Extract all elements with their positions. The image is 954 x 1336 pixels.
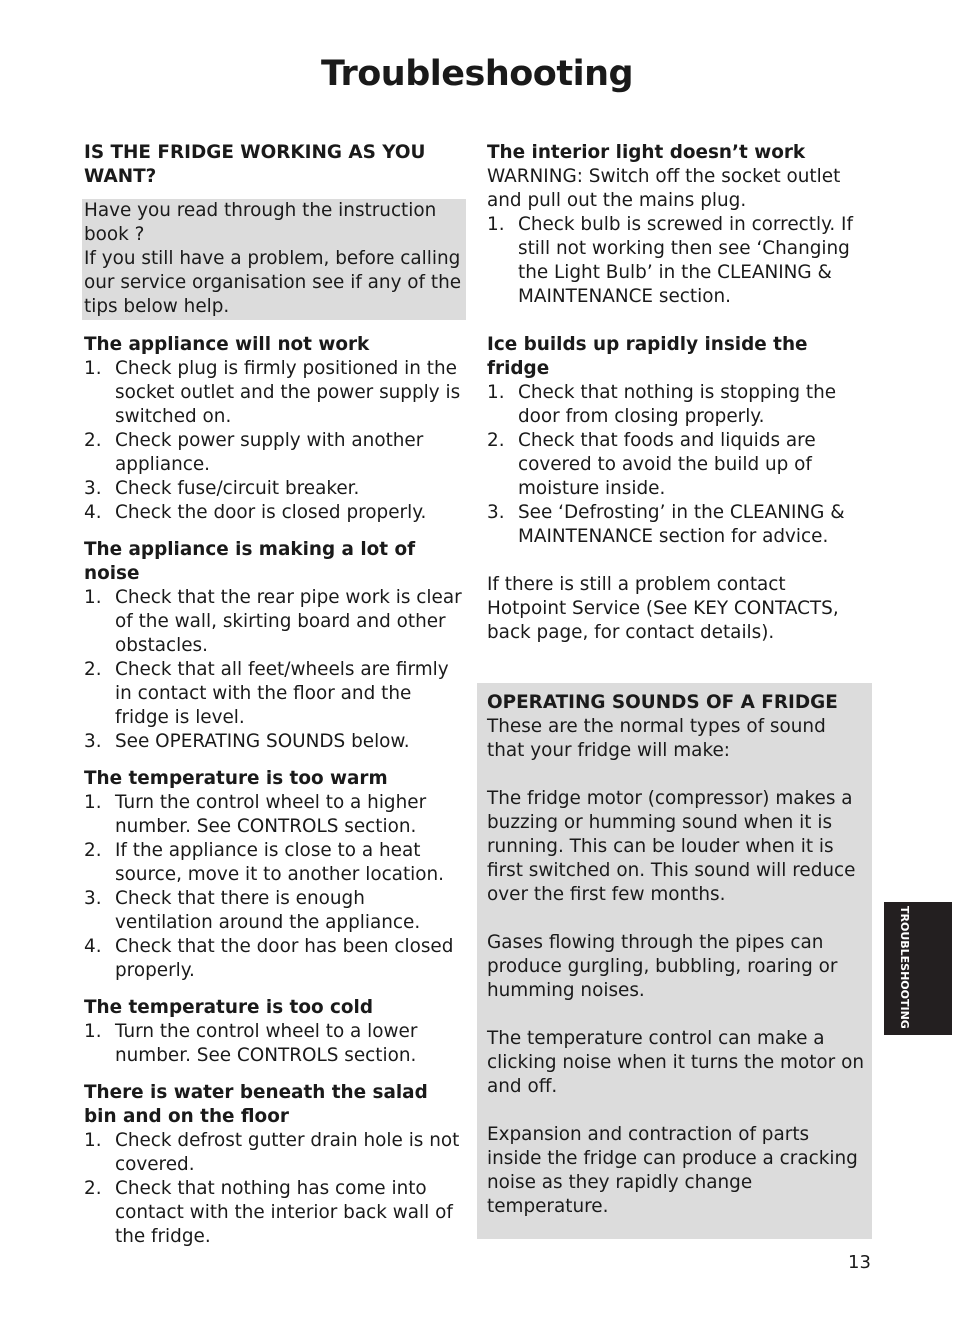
list-item: [84, 586, 464, 658]
list-item: [84, 1020, 464, 1068]
right-column: [487, 141, 867, 645]
list-item: [84, 429, 464, 477]
sounds-paragraph: The temperature control can make a clicking noise when it turns the motor on and off.: [487, 1028, 864, 1097]
section-title: The temperature is too cold: [84, 997, 374, 1018]
list-item: [84, 730, 464, 754]
list-number: 2.: [84, 430, 102, 451]
sounds-paragraph: Expansion and contraction of parts inside the fridge can produce a cracking noise as they rapidly change temperature.: [487, 1124, 858, 1217]
section-noise: [84, 538, 464, 754]
intro-box: [82, 199, 466, 320]
list-item-text: Check that the rear pipe work is clear of the wall, skirting board and other obstacles.: [115, 587, 462, 656]
list-item-text: Check power supply with another appliance.: [115, 430, 424, 475]
list-number: 1.: [84, 792, 102, 813]
section-title: The appliance will not work: [84, 334, 370, 355]
list-number: 1.: [487, 214, 505, 235]
list-number: 2.: [84, 659, 102, 680]
list-item-text: Check that there is enough ventilation around the appliance.: [115, 888, 421, 933]
section-too-warm: [84, 767, 464, 983]
list-item-text: Check the door is closed properly.: [115, 502, 427, 523]
list-item-text: Check fuse/circuit breaker.: [115, 478, 360, 499]
list-item: [84, 501, 464, 525]
list-item-text: See OPERATING SOUNDS below.: [115, 731, 410, 752]
section-water: [84, 1081, 464, 1249]
list-number: 2.: [84, 1178, 102, 1199]
list-number: 1.: [84, 587, 102, 608]
list-item-text: Check defrost gutter drain hole is not covered.: [115, 1130, 460, 1175]
list-item-text: Check that nothing has come into contact with the interior back wall of the fridge.: [115, 1178, 453, 1247]
contact-note: If there is still a problem contact Hotpoint Service (See KEY CONTACTS, back page, for contact details).: [487, 574, 839, 643]
section-light: [487, 141, 867, 309]
list-item-text: If the appliance is close to a heat source, move it to another location.: [115, 840, 445, 885]
list-item-text: Turn the control wheel to a higher number. See CONTROLS section.: [115, 792, 427, 837]
numbered-list: [487, 381, 867, 549]
list-item: [487, 381, 867, 429]
list-number: 2.: [487, 430, 505, 451]
list-number: 3.: [487, 502, 505, 523]
list-item-text: Check plug is firmly positioned in the socket outlet and the power supply is switched on.: [115, 358, 461, 427]
list-number: 2.: [84, 840, 102, 861]
section-title: There is water beneath the salad bin and on the floor: [84, 1082, 428, 1127]
list-item: [84, 357, 464, 429]
warning-text: WARNING: Switch off the socket outlet and pull out the mains plug.: [487, 166, 841, 211]
list-item-text: Check bulb is screwed in correctly. If still not working then see ‘Changing the Light Bulb’ in the CLEANING & MAINTENANCE section.: [518, 214, 853, 307]
numbered-list: [487, 213, 867, 309]
section-title: The appliance is making a lot of noise: [84, 539, 416, 584]
list-number: 1.: [487, 382, 505, 403]
list-item: [84, 658, 464, 730]
operating-sounds-box: [477, 683, 872, 1239]
numbered-list: [84, 1020, 464, 1068]
intro-line: If you still have a problem, before calling our service organisation see if any of the tips below help.: [84, 248, 462, 317]
list-item-text: Check that the door has been closed properly.: [115, 936, 454, 981]
list-item: [84, 1177, 464, 1249]
list-item: [84, 887, 464, 935]
side-tab-label: TROUBLESHOOTING: [898, 906, 911, 1029]
list-item: [84, 839, 464, 887]
list-item: [487, 213, 867, 309]
section-not-work: [84, 333, 464, 525]
sounds-title: OPERATING SOUNDS OF A FRIDGE: [487, 692, 838, 713]
section-ice: [487, 333, 867, 549]
list-item-text: See ‘Defrosting’ in the CLEANING & MAINTENANCE section for advice.: [518, 502, 845, 547]
list-number: 3.: [84, 731, 102, 752]
sounds-paragraph: The fridge motor (compressor) makes a buzzing or humming sound when it is running. This can be louder when it is first switched on. This sound will reduce over the first few months.: [487, 788, 856, 905]
left-column: [84, 141, 464, 1249]
list-item: [84, 791, 464, 839]
list-item: [487, 501, 867, 549]
operating-sounds-content: [487, 691, 865, 1219]
sounds-paragraph: Gases flowing through the pipes can produce gurgling, bubbling, roaring or humming noises.: [487, 932, 838, 1001]
list-number: 3.: [84, 888, 102, 909]
list-number: 1.: [84, 1021, 102, 1042]
numbered-list: [84, 357, 464, 525]
section-too-cold: [84, 996, 464, 1068]
section-title: Ice builds up rapidly inside the fridge: [487, 334, 808, 379]
numbered-list: [84, 791, 464, 983]
list-item-text: Check that all feet/wheels are firmly in contact with the floor and the fridge is level.: [115, 659, 449, 728]
page-number: 13: [848, 1252, 871, 1273]
page-title: Troubleshooting: [320, 54, 634, 94]
list-number: 4.: [84, 502, 102, 523]
section-side-tab: [884, 902, 952, 1035]
list-number: 1.: [84, 1130, 102, 1151]
list-number: 1.: [84, 358, 102, 379]
list-item: [84, 935, 464, 983]
list-item: [84, 477, 464, 501]
list-item: [84, 1129, 464, 1177]
section-title: The temperature is too warm: [84, 768, 388, 789]
list-item: [487, 429, 867, 501]
list-item-text: Turn the control wheel to a lower number. See CONTROLS section.: [115, 1021, 418, 1066]
section-heading: IS THE FRIDGE WORKING AS YOU WANT?: [84, 142, 426, 187]
numbered-list: [84, 586, 464, 754]
list-number: 3.: [84, 478, 102, 499]
intro-line: Have you read through the instruction book ?: [84, 200, 437, 245]
section-title: The interior light doesn’t work: [487, 142, 806, 163]
list-number: 4.: [84, 936, 102, 957]
list-item-text: Check that foods and liquids are covered to avoid the build up of moisture inside.: [518, 430, 816, 499]
numbered-list: [84, 1129, 464, 1249]
list-item-text: Check that nothing is stopping the door from closing properly.: [518, 382, 837, 427]
sounds-intro: These are the normal types of sound that your fridge will make:: [487, 716, 826, 761]
